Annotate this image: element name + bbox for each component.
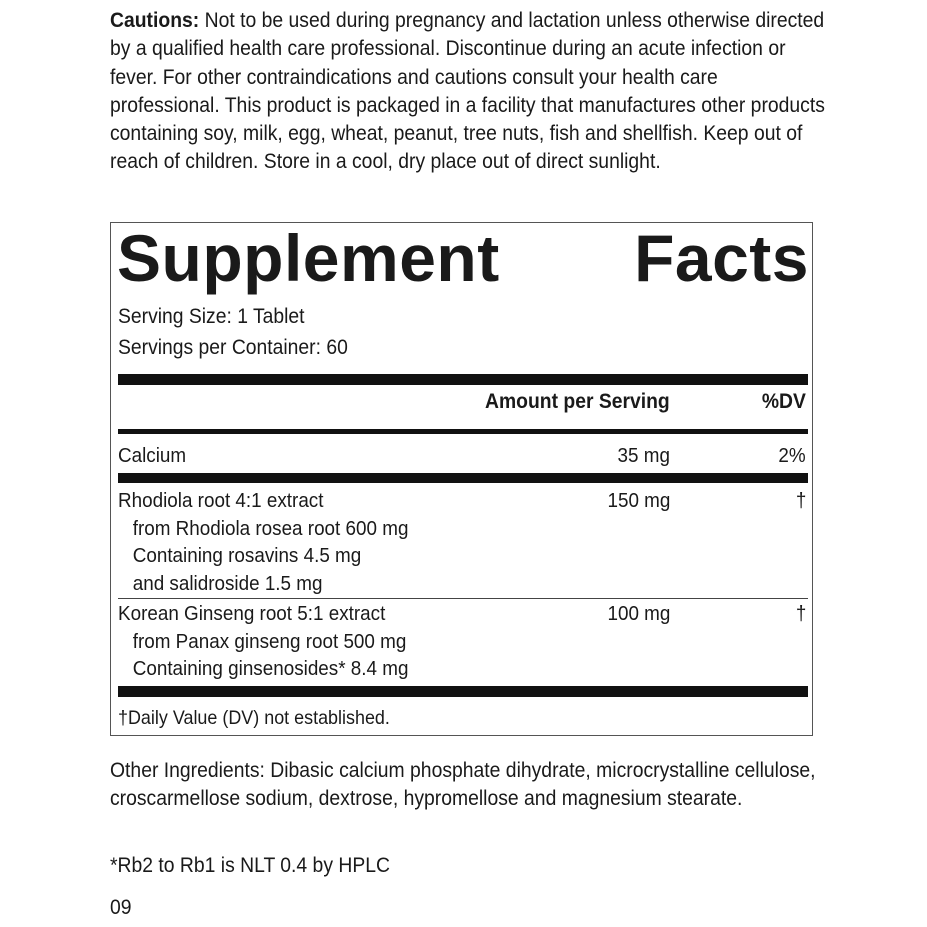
thick-divider [118, 473, 808, 483]
ingredient-line: Containing ginsenosides* 8.4 mg [132, 657, 409, 680]
ingredient-line: Containing rosavins 4.5 mg [132, 544, 362, 567]
ingredient-line: and salidroside 1.5 mg [132, 571, 323, 595]
ingredient-rhodiola [118, 487, 408, 597]
facts-title-word1: Supplement [117, 221, 500, 295]
dv-note: †Daily Value (DV) not established. [118, 707, 390, 729]
cautions-paragraph [110, 6, 830, 176]
header-amount-per-serving: Amount per Serving [485, 390, 670, 413]
servings-per-container: Servings per Container: 60 [118, 336, 348, 359]
ingredient-korean-ginseng [118, 600, 408, 683]
amount-korean-ginseng: 100 mg [607, 602, 670, 625]
cautions-label: Cautions: [110, 8, 200, 32]
other-ingredients: Other Ingredients: Dibasic calcium phosphate dihydrate, microcrystalline cellulose, croscarmellose sodium, dextrose, hypromellose and magnesium stearate. [110, 758, 816, 811]
facts-title [117, 223, 809, 293]
nutrient-name-calcium: Calcium [118, 444, 187, 467]
ginsenoside-footnote: *Rb2 to Rb1 is NLT 0.4 by HPLC [110, 853, 390, 877]
ingredient-line: Rhodiola root 4:1 extract [118, 489, 324, 512]
cautions-text: Not to be used during pregnancy and lactation unless otherwise directed by a qualified health care professional. Discontinue during an acute infection or fever. For other contraindications and cautions consult your health care professional. This product is packaged in a facility that manufactures other products containing soy, milk, egg, wheat, peanut, tree nuts, fish and shellfish. Keep out of reach of children. Store in a cool, dry place out of direct sunlight. [110, 8, 825, 174]
label-code: 09 [110, 895, 132, 919]
ingredient-line: Korean Ginseng root 5:1 extract [118, 602, 386, 625]
dv-rhodiola: † [795, 489, 806, 512]
ingredient-line: from Panax ginseng root 500 mg [132, 629, 407, 653]
thick-divider [118, 686, 808, 697]
amount-rhodiola: 150 mg [607, 489, 670, 512]
nutrient-amount-calcium: 35 mg [617, 444, 670, 467]
header-dv: %DV [761, 390, 806, 413]
facts-title-word2: Facts [634, 221, 809, 295]
dv-korean-ginseng: † [795, 602, 806, 625]
ingredient-line: from Rhodiola rosea root 600 mg [132, 516, 409, 540]
nutrient-dv-calcium: 2% [778, 444, 806, 467]
supplement-facts-panel [110, 222, 813, 736]
medium-divider [118, 429, 808, 434]
thin-divider [118, 598, 808, 599]
serving-size: Serving Size: 1 Tablet [118, 305, 305, 328]
thick-divider [118, 374, 808, 385]
